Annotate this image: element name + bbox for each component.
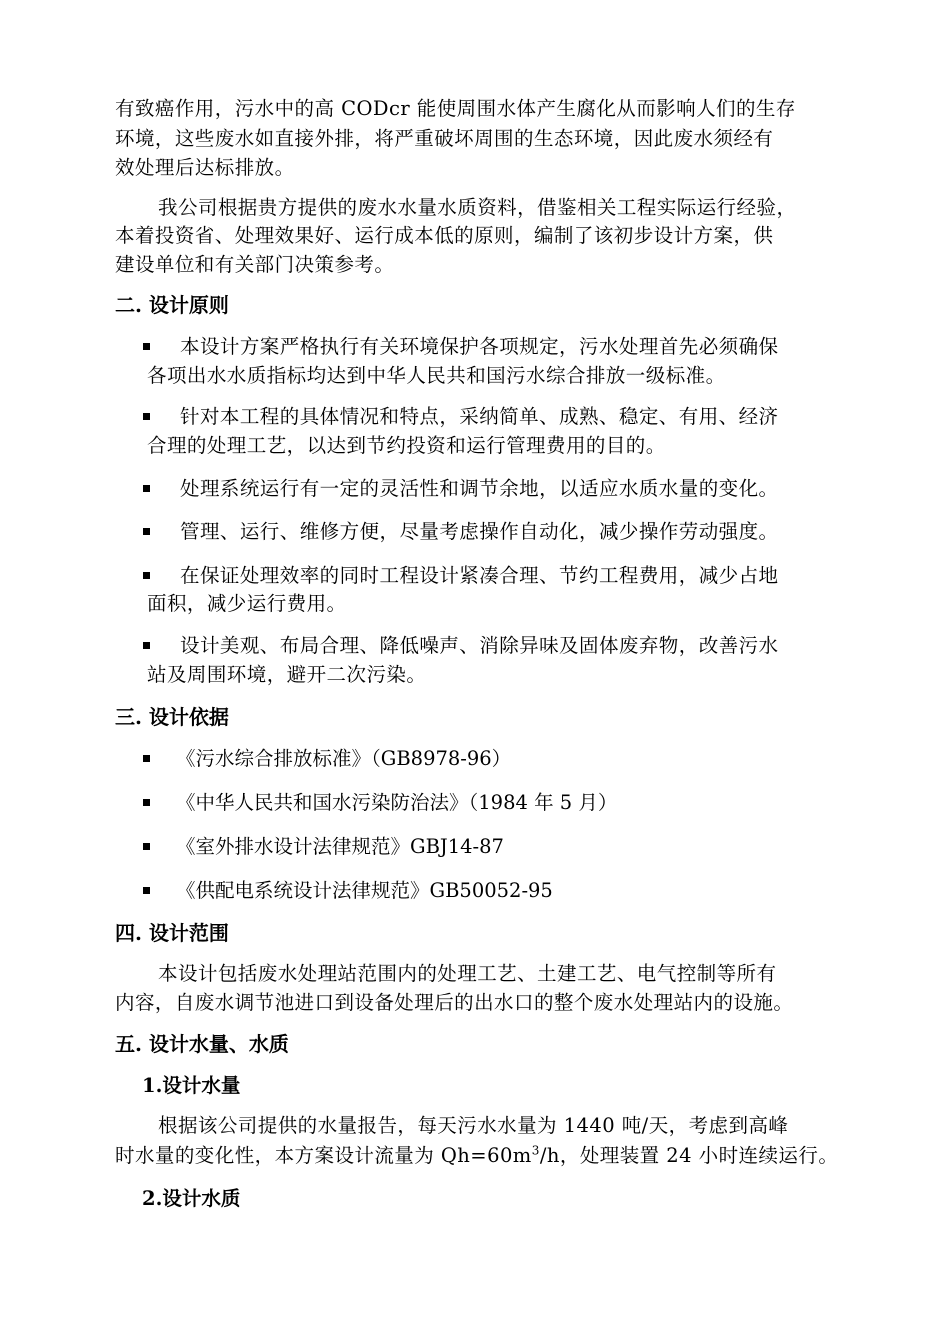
bullet-icon bbox=[143, 642, 150, 649]
principle-item-5-line-2: 面积，减少运行费用。 bbox=[147, 592, 347, 615]
section-heading-basis: 三. 设计依据 bbox=[115, 705, 229, 729]
basis-item-3: 《室外排水设计法律规范》GBJ14-87 bbox=[176, 835, 504, 858]
bullet-icon bbox=[143, 572, 150, 579]
scope-line-1: 本设计包括废水处理站范围内的处理工艺、土建工艺、电气控制等所有 bbox=[158, 962, 777, 985]
bullet-icon bbox=[143, 343, 150, 350]
principle-item-3-line-1: 处理系统运行有一定的灵活性和调节余地，以适应水质水量的变化。 bbox=[180, 477, 779, 500]
principle-item-2-line-2: 合理的处理工艺，以达到节约投资和运行管理费用的目的。 bbox=[147, 434, 666, 457]
principle-item-1-line-1: 本设计方案严格执行有关环境保护各项规定，污水处理首先必须确保 bbox=[180, 335, 779, 358]
volume-line-1: 根据该公司提供的水量报告，每天污水水量为 1440 吨/天，考虑到高峰 bbox=[158, 1114, 789, 1137]
principle-item-4-line-1: 管理、运行、维修方便，尽量考虑操作自动化，减少操作劳动强度。 bbox=[180, 520, 779, 543]
principle-item-1-line-2: 各项出水水质指标均达到中华人民共和国污水综合排放一级标准。 bbox=[147, 364, 726, 387]
principle-item-6-line-1: 设计美观、布局合理、降低噪声、消除异味及固体废弃物，改善污水 bbox=[180, 634, 779, 657]
intro-line-1: 有致癌作用，污水中的高 CODcr 能使周围水体产生腐化从而影响人们的生存 bbox=[115, 97, 796, 120]
section-heading-principles: 二. 设计原则 bbox=[115, 293, 229, 317]
volume-line-2-after: /h，处理装置 24 小时连续运行。 bbox=[539, 1144, 839, 1167]
bullet-icon bbox=[143, 799, 150, 806]
intro-line-3: 效处理后达标排放。 bbox=[115, 156, 295, 179]
bullet-icon bbox=[143, 528, 150, 535]
section-heading-scope: 四. 设计范围 bbox=[115, 921, 229, 945]
para2-line-3: 建设单位和有关部门决策参考。 bbox=[115, 253, 395, 276]
scope-line-2: 内容，自废水调节池进口到设备处理后的出水口的整个废水处理站内的设施。 bbox=[115, 991, 794, 1014]
basis-item-4: 《供配电系统设计法律规范》GB50052-95 bbox=[176, 879, 553, 902]
para2-line-2: 本着投资省、处理效果好、运行成本低的原则，编制了该初步设计方案，供 bbox=[115, 224, 774, 247]
para2-line-1: 我公司根据贵方提供的废水水量水质资料，借鉴相关工程实际运行经验， bbox=[158, 196, 797, 219]
bullet-icon bbox=[143, 413, 150, 420]
bullet-icon bbox=[143, 485, 150, 492]
volume-unit-superscript: 3 bbox=[531, 1143, 540, 1158]
bullet-icon bbox=[143, 887, 150, 894]
volume-line-2-before: 时水量的变化性，本方案设计流量为 Qh=60m bbox=[115, 1144, 532, 1167]
volume-line-2 bbox=[115, 1142, 838, 1170]
bullet-icon bbox=[143, 755, 150, 762]
bullet-icon bbox=[143, 843, 150, 850]
basis-item-2: 《中华人民共和国水污染防治法》（1984 年 5 月） bbox=[176, 791, 618, 814]
principle-item-5-line-1: 在保证处理效率的同时工程设计紧凑合理、节约工程费用，减少占地 bbox=[180, 564, 779, 587]
principle-item-6-line-2: 站及周围环境，避开二次污染。 bbox=[147, 663, 427, 686]
section-heading-water: 五. 设计水量、水质 bbox=[115, 1032, 289, 1056]
sub-heading-water-volume: 1.设计水量 bbox=[142, 1074, 241, 1097]
intro-line-2: 环境，这些废水如直接外排，将严重破坏周围的生态环境，因此废水须经有 bbox=[115, 127, 774, 150]
sub-heading-water-quality: 2.设计水质 bbox=[142, 1187, 241, 1210]
basis-item-1: 《污水综合排放标准》（GB8978-96） bbox=[176, 747, 512, 770]
principle-item-2-line-1: 针对本工程的具体情况和特点，采纳简单、成熟、稳定、有用、经济 bbox=[180, 405, 779, 428]
